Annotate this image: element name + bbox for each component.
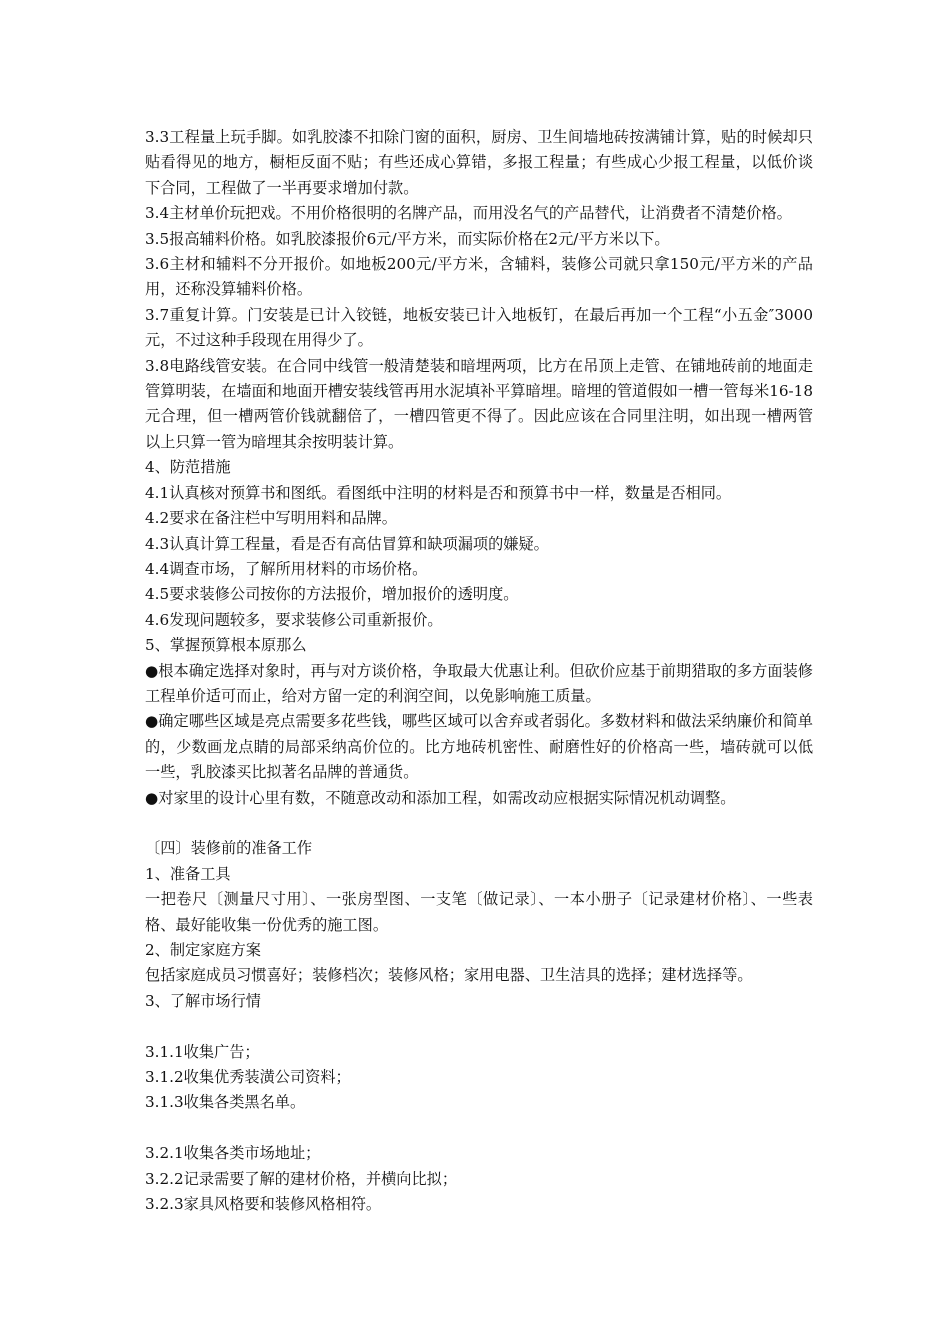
subheading-3: 3、了解市场行情 — [145, 991, 261, 1010]
paragraph-4-5: 4.5要求装修公司按你的方法报价，增加报价的透明度。 — [145, 585, 519, 604]
paragraph-3-4: 3.4主材单价玩把戏。不用价格很明的名牌产品，而用没名气的产品替代，让消费者不清楚价格。 — [145, 204, 792, 223]
bullet-item: ●根本确定选择对象时，再与对方谈价格，争取最大优惠让利。但砍价应基于前期猎取的多方面装修工程单价适可而止，给对方留一定的利润空间，以免影响施工质量。 — [145, 661, 813, 705]
bullet-item: ●确定哪些区域是亮点需要多花些钱，哪些区域可以舍弃或者弱化。多数材料和做法采纳廉价和简单的，少数画龙点睛的局部采纳高价位的。比方地砖机密性、耐磨性好的价格高一些，墙砖就可以低一些，乳胶漆买比拟著名品牌的普通货。 — [145, 712, 813, 782]
paragraph-3-5: 3.5报高辅料价格。如乳胶漆报价6元/平方米，而实际价格在2元/平方米以下。 — [145, 229, 670, 248]
paragraph-4-3: 4.3认真计算工程量，看是否有高估冒算和缺项漏项的嫌疑。 — [145, 534, 549, 553]
paragraph-4-6: 4.6发现问题较多，要求装修公司重新报价。 — [145, 610, 443, 629]
paragraph-family-plan: 包括家庭成员习惯喜好；装修档次；装修风格；家用电器、卫生洁具的选择；建材选择等。 — [145, 966, 753, 985]
list-item-3-1-3: 3.1.3收集各类黑名单。 — [145, 1093, 306, 1112]
chapter-heading-4: 〔四〕装修前的准备工作 — [145, 839, 313, 858]
blank-line — [145, 1014, 813, 1039]
paragraph-3-7: 3.7重复计算。门安装是已计入铰链，地板安装已计入地板钉，在最后再加一个工程“小五金″3000元，不过这种手段现在用得少了。 — [145, 305, 813, 350]
paragraph-4-1: 4.1认真核对预算书和图纸。看图纸中注明的材料是否和预算书中一样，数量是否相同。 — [145, 483, 732, 502]
document-body — [145, 125, 813, 1217]
bullet-item: ●对家里的设计心里有数，不随意改动和添加工程，如需改动应根据实际情况机动调整。 — [145, 788, 736, 807]
list-item-3-1-1: 3.1.1收集广告； — [145, 1042, 260, 1061]
paragraph-3-3: 3.3工程量上玩手脚。如乳胶漆不扣除门窗的面积，厨房、卫生间墙地砖按满铺计算，贴的时候却只贴看得见的地方，橱柜反面不贴；有些还成心算错，多报工程量；有些成心少报工程量，以低价谈下合同，工程做了一半再要求增加付款。 — [145, 128, 813, 197]
section-heading-5: 5、掌握预算根本原那么 — [145, 636, 307, 655]
paragraph-4-2: 4.2要求在备注栏中写明用料和品牌。 — [145, 509, 397, 528]
subheading-1: 1、准备工具 — [145, 864, 231, 883]
paragraph-3-8: 3.8电路线管安装。在合同中线管一般清楚装和暗埋两项，比方在吊顶上走管、在铺地砖前的地面走管算明装，在墙面和地面开槽安装线管再用水泥填补平算暗埋。暗埋的管道假如一槽一管每米16-18元合理，但一槽两管价钱就翻倍了，一槽四管更不得了。因此应该在合同里注明，如出现一槽两管以上只算一管为暗埋其余按明装计算。 — [145, 356, 813, 451]
section-heading-4: 4、防范措施 — [145, 458, 231, 477]
list-item-3-2-3: 3.2.3家具风格要和装修风格相符。 — [145, 1195, 382, 1214]
paragraph-4-4: 4.4调查市场，了解所用材料的市场价格。 — [145, 559, 428, 578]
list-item-3-1-2: 3.1.2收集优秀装潢公司资料； — [145, 1068, 351, 1086]
list-item-3-2-2: 3.2.2记录需要了解的建材价格，并横向比拟； — [145, 1169, 458, 1188]
list-item-3-2-1: 3.2.1收集各类市场地址； — [145, 1144, 321, 1163]
paragraph-tools: 一把卷尺〔测量尺寸用〕、一张房型图、一支笔〔做记录〕、一本小册子〔记录建材价格〕、一些表格、最好能收集一份优秀的施工图。 — [145, 890, 813, 934]
blank-line — [145, 1116, 813, 1141]
subheading-2: 2、制定家庭方案 — [145, 940, 261, 959]
blank-line — [145, 811, 813, 836]
paragraph-3-6: 3.6主材和辅料不分开报价。如地板200元/平方米，含辅料，装修公司就只拿150元/平方米的产品用，还称没算辅料价格。 — [145, 255, 813, 299]
